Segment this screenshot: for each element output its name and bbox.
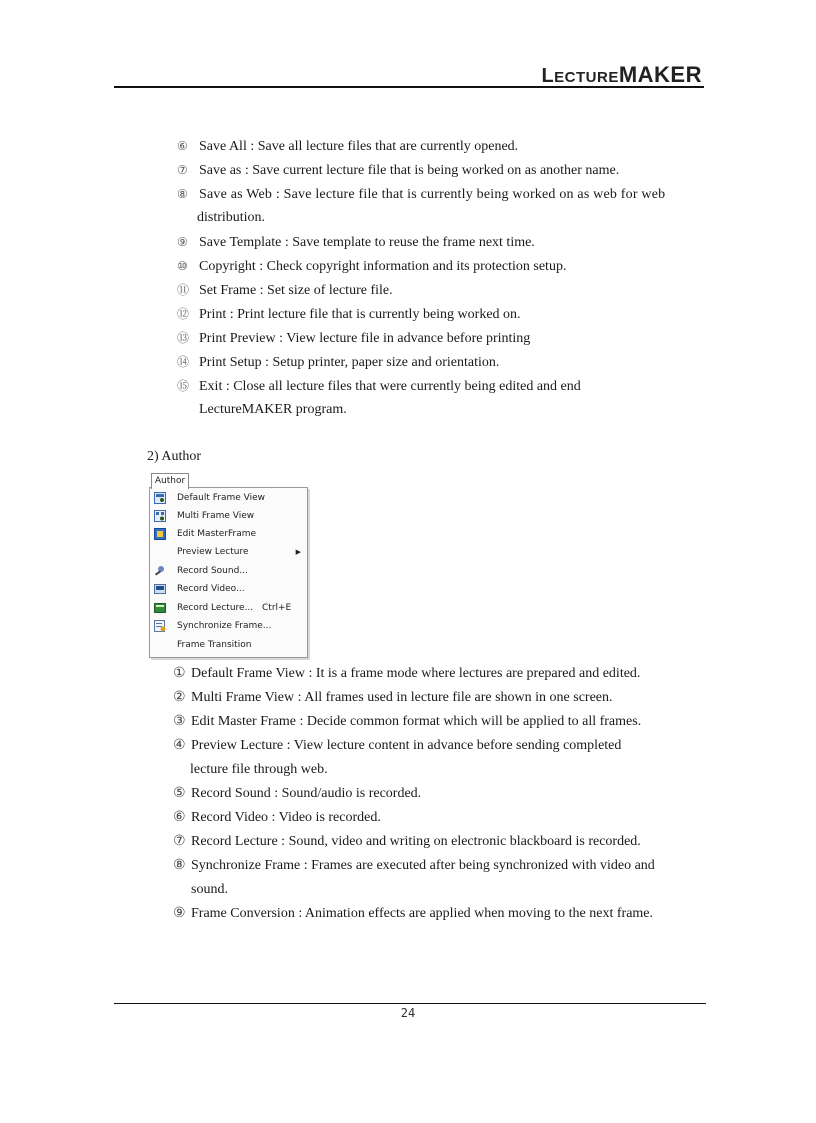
list-item: ④ Preview Lecture : View lecture content in advance before sending completed <box>173 738 622 753</box>
menu-item-record-lecture: Record Lecture... Ctrl+E <box>150 599 307 617</box>
list-item: ⑦ Record Lecture : Sound, video and writing on electronic blackboard is recorded. <box>173 834 641 849</box>
menu-item-multi-frame-view: Multi Frame View <box>150 507 307 525</box>
page-number: 24 <box>400 1006 416 1020</box>
menu-item-edit-masterframe: Edit MasterFrame <box>150 525 307 543</box>
list-item: ⑦ Save as : Save current lecture file that is being worked on as another name. <box>177 163 620 178</box>
list-item-continuation: lecture file through web. <box>190 762 328 777</box>
menu-tab-author: Author <box>151 473 189 489</box>
list-item: ⑮ Exit : Close all lecture files that were currently being edited and end <box>177 379 581 394</box>
list-item-continuation: sound. <box>191 882 228 897</box>
frame-view-icon <box>154 492 166 504</box>
list-item: ⑬ Print Preview : View lecture file in advance before printing <box>177 331 531 346</box>
submenu-arrow-icon: ▶ <box>295 548 301 556</box>
list-item: ⑨ Save Template : Save template to reuse the frame next time. <box>177 235 535 250</box>
list-item: ⑧ Synchronize Frame : Frames are executed after being synchronized with video and <box>173 858 655 873</box>
master-frame-icon <box>154 528 166 540</box>
multi-frame-icon <box>154 510 166 522</box>
list-item: ② Multi Frame View : All frames used in lecture file are shown in one screen. <box>173 690 613 705</box>
menu-item-synchronize-frame: Synchronize Frame... <box>150 617 307 635</box>
list-item: ⑩ Copyright : Check copyright information and its protection setup. <box>177 259 567 274</box>
lecturemaker-logo: LECTUREMAKER <box>541 62 702 87</box>
list-item: ③ Edit Master Frame : Decide common format which will be applied to all frames. <box>173 714 642 729</box>
record-video-icon <box>154 583 166 595</box>
record-sound-icon <box>154 565 166 577</box>
list-item: ① Default Frame View : It is a frame mode where lectures are prepared and edited. <box>173 666 641 681</box>
list-item-continuation: LectureMAKER program. <box>199 402 347 417</box>
menu-item-record-sound: Record Sound... <box>150 562 307 580</box>
synchronize-icon <box>154 620 166 632</box>
shortcut-label: Ctrl+E <box>262 603 292 613</box>
menu-dropdown <box>149 487 308 658</box>
list-item: ⑪ Set Frame : Set size of lecture file. <box>177 283 393 298</box>
list-item: ⑫ Print : Print lecture file that is currently being worked on. <box>177 307 521 322</box>
list-item: ⑤ Record Sound : Sound/audio is recorded. <box>173 786 422 801</box>
menu-item-default-frame-view: Default Frame View <box>150 489 307 507</box>
record-lecture-icon <box>154 602 166 614</box>
list-item: ⑨ Frame Conversion : Animation effects are applied when moving to the next frame. <box>173 906 654 921</box>
header-rule <box>114 86 704 88</box>
menu-item-record-video: Record Video... <box>150 580 307 598</box>
section-title: 2) Author <box>147 449 202 464</box>
list-item: ⑥ Record Video : Video is recorded. <box>173 810 381 825</box>
menu-item-preview-lecture: Preview Lecture ▶ <box>150 543 307 561</box>
list-item: ⑭ Print Setup : Setup printer, paper size and orientation. <box>177 355 500 370</box>
footer-rule <box>114 1003 706 1004</box>
list-item-continuation: distribution. <box>197 210 266 225</box>
list-item: ⑥ Save All : Save all lecture files that are currently opened. <box>177 139 519 154</box>
author-menu-screenshot <box>149 473 307 657</box>
menu-item-frame-transition: Frame Transition <box>177 640 252 650</box>
list-item: ⑧ Save as Web : Save lecture file that is currently being worked on as web for web <box>177 187 666 202</box>
